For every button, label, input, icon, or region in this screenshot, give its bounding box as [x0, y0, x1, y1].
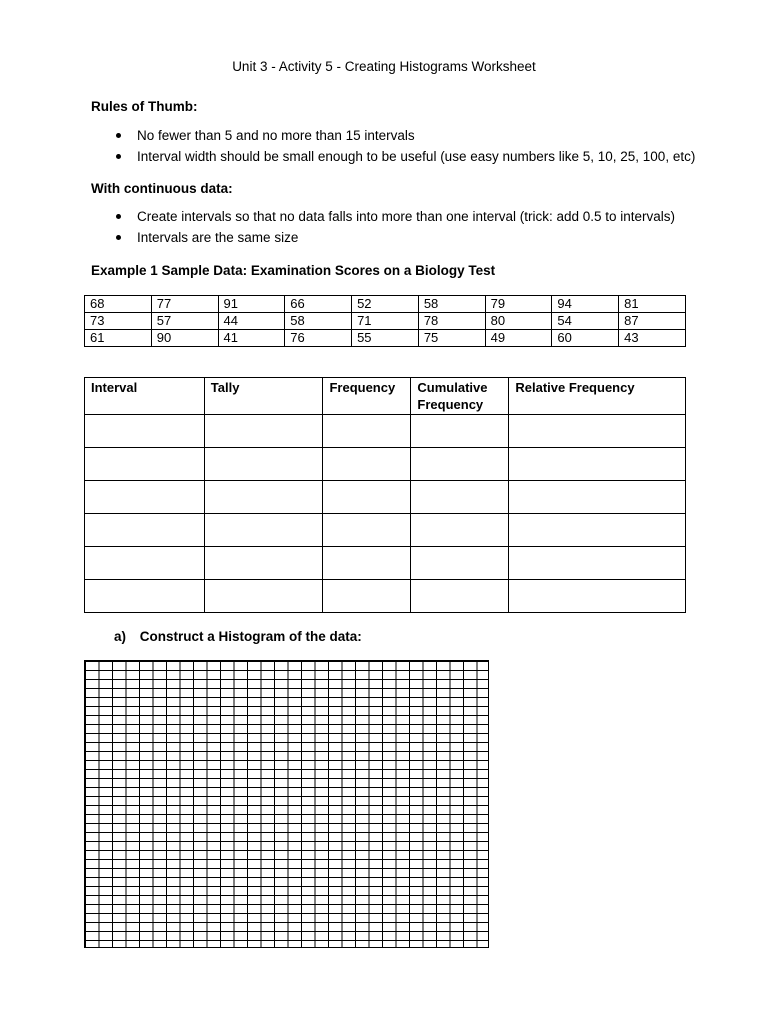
sample-data-body [85, 296, 686, 347]
frequency-blank-cell[interactable] [85, 448, 205, 481]
question-text: Construct a Histogram of the data: [139, 629, 362, 644]
sample-data-cell: 68 [85, 296, 152, 313]
frequency-blank-cell[interactable] [509, 415, 686, 448]
page-title: Unit 3 - Activity 5 - Creating Histograms Worksheet [232, 59, 536, 74]
frequency-blank-cell[interactable] [85, 580, 205, 613]
sample-data-cell: 66 [285, 296, 352, 313]
sample-data-cell: 43 [619, 330, 686, 347]
frequency-table [84, 377, 686, 613]
sample-data-cell: 81 [619, 296, 686, 313]
frequency-blank-cell[interactable] [509, 580, 686, 613]
frequency-blank-cell[interactable] [204, 481, 323, 514]
rules-heading: Rules of Thumb: [91, 99, 198, 114]
rule-item: No fewer than 5 and no more than 15 intervals [91, 125, 695, 146]
sample-data-cell: 87 [619, 313, 686, 330]
frequency-blank-cell[interactable] [204, 580, 323, 613]
frequency-blank-cell[interactable] [323, 481, 411, 514]
sample-data-cell: 73 [85, 313, 152, 330]
frequency-blank-cell[interactable] [323, 547, 411, 580]
frequency-blank-cell[interactable] [204, 448, 323, 481]
question-a [114, 628, 362, 646]
sample-data-cell: 49 [485, 330, 552, 347]
frequency-blank-cell[interactable] [85, 481, 205, 514]
histogram-grid [84, 660, 489, 948]
continuous-rule-item: Create intervals so that no data falls into more than one interval (trick: add 0.5 to intervals) [91, 206, 675, 227]
sample-data-cell: 44 [218, 313, 285, 330]
example-heading-text: Example 1 Sample Data: Examination Scores on a Biology Test [91, 263, 496, 278]
sample-data-row [85, 330, 686, 347]
sample-data-cell: 57 [151, 313, 218, 330]
question-label: a) [114, 629, 127, 644]
sample-data-cell: 54 [552, 313, 619, 330]
frequency-empty-row [85, 481, 686, 514]
header-tally: Tally [204, 378, 323, 415]
sample-data-cell: 76 [285, 330, 352, 347]
frequency-blank-cell[interactable] [411, 448, 509, 481]
frequency-header-row [85, 378, 686, 415]
example-heading [91, 262, 495, 280]
frequency-blank-cell[interactable] [411, 415, 509, 448]
sample-data-row [85, 296, 686, 313]
frequency-blank-cell[interactable] [323, 448, 411, 481]
sample-data-cell: 58 [285, 313, 352, 330]
header-cumulative-frequency: Cumulative Frequency [411, 378, 509, 415]
frequency-blank-cell[interactable] [85, 415, 205, 448]
frequency-empty-row [85, 448, 686, 481]
frequency-blank-cell[interactable] [85, 514, 205, 547]
sample-data-cell: 60 [552, 330, 619, 347]
frequency-blank-cell[interactable] [323, 514, 411, 547]
sample-data-cell: 91 [218, 296, 285, 313]
sample-data-cell: 79 [485, 296, 552, 313]
frequency-empty-row [85, 415, 686, 448]
sample-data-cell: 52 [352, 296, 419, 313]
frequency-blank-cell[interactable] [411, 481, 509, 514]
frequency-blank-cell[interactable] [411, 580, 509, 613]
sample-data-cell: 90 [151, 330, 218, 347]
header-frequency: Frequency [323, 378, 411, 415]
sample-data-cell: 80 [485, 313, 552, 330]
frequency-blank-cell[interactable] [509, 547, 686, 580]
sample-data-row [85, 313, 686, 330]
frequency-blank-cell[interactable] [509, 514, 686, 547]
sample-data-cell: 78 [418, 313, 485, 330]
sample-data-cell: 41 [218, 330, 285, 347]
header-relative-frequency: Relative Frequency [509, 378, 686, 415]
frequency-blank-cell[interactable] [204, 547, 323, 580]
sample-data-cell: 75 [418, 330, 485, 347]
sample-data-cell: 55 [352, 330, 419, 347]
rules-list [91, 125, 695, 167]
sample-data-cell: 71 [352, 313, 419, 330]
frequency-blank-cell[interactable] [85, 547, 205, 580]
frequency-blank-cell[interactable] [323, 415, 411, 448]
sample-data-cell: 61 [85, 330, 152, 347]
continuous-rules-list [91, 206, 675, 248]
frequency-blank-cell[interactable] [204, 514, 323, 547]
frequency-empty-row [85, 514, 686, 547]
continuous-heading: With continuous data: [91, 181, 233, 196]
rule-item: Interval width should be small enough to be useful (use easy numbers like 5, 10, 25, 100, etc) [91, 146, 695, 167]
frequency-blank-cell[interactable] [509, 448, 686, 481]
frequency-blank-cell[interactable] [323, 580, 411, 613]
sample-data-cell: 94 [552, 296, 619, 313]
header-interval: Interval [85, 378, 205, 415]
frequency-blank-cell[interactable] [411, 547, 509, 580]
frequency-blank-cell[interactable] [509, 481, 686, 514]
continuous-rule-item: Intervals are the same size [91, 227, 675, 248]
frequency-blank-cell[interactable] [411, 514, 509, 547]
frequency-blank-cell[interactable] [204, 415, 323, 448]
frequency-body [85, 415, 686, 613]
sample-data-table [84, 295, 686, 347]
frequency-empty-row [85, 580, 686, 613]
frequency-empty-row [85, 547, 686, 580]
sample-data-cell: 77 [151, 296, 218, 313]
sample-data-cell: 58 [418, 296, 485, 313]
